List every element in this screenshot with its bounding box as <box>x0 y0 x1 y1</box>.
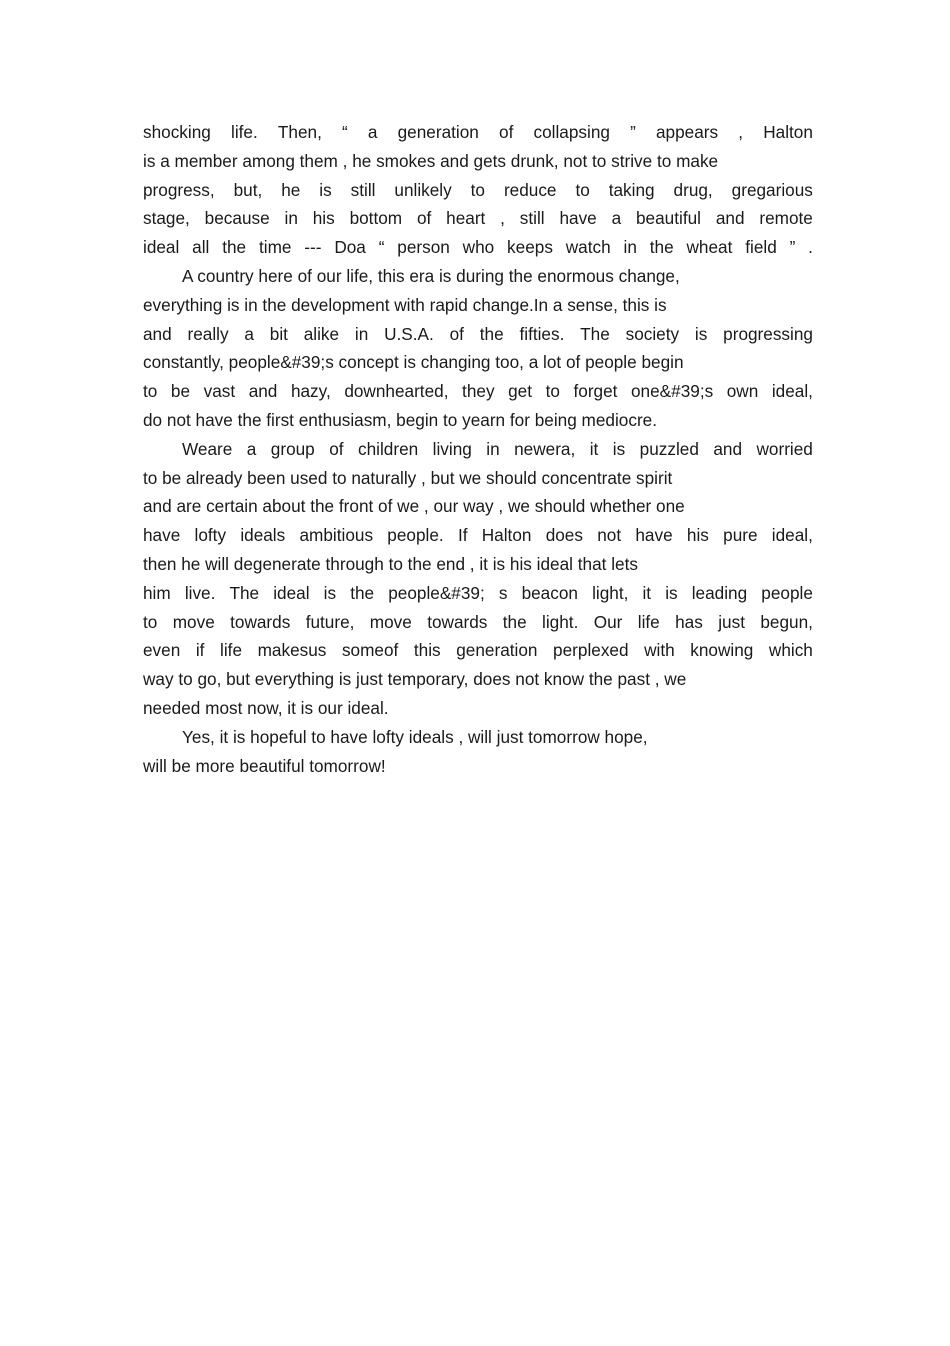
word: but, <box>233 179 263 200</box>
word: shocking <box>143 122 211 142</box>
word: U.S.A. <box>384 323 434 344</box>
word: drug, <box>673 179 713 200</box>
word: people <box>761 582 813 603</box>
word: of <box>499 122 514 142</box>
word: pure <box>723 525 758 546</box>
word: a <box>246 438 257 459</box>
word: light. <box>542 611 579 632</box>
word: progress, <box>143 179 215 200</box>
word: and <box>713 438 743 459</box>
text-line <box>143 320 813 349</box>
word: , <box>500 208 505 229</box>
word: worried <box>756 438 813 459</box>
word: is <box>665 582 678 603</box>
word: Doa <box>334 237 366 258</box>
body-text <box>143 118 813 780</box>
text-line <box>143 233 813 262</box>
word: Halton <box>481 525 532 546</box>
word: remote <box>759 208 813 229</box>
word: collapsing <box>533 122 610 142</box>
word: future, <box>305 611 355 632</box>
word: “ <box>378 237 385 258</box>
text-line: and are certain about the front of we , our way , we should whether one <box>143 496 685 517</box>
word: in <box>354 323 369 344</box>
word: his <box>312 208 335 229</box>
word: vast <box>203 381 236 402</box>
word: ideal <box>143 237 180 258</box>
text-line: to be already been used to naturally , but we should concentrate spirit <box>143 467 673 488</box>
text-line: way to go, but everything is just temporary, does not know the past , we <box>143 669 687 690</box>
word: ideals <box>240 525 286 546</box>
text-line: is a member among them , he smokes and gets drunk, not to strive to make <box>143 150 719 171</box>
word: ambitious <box>299 525 374 546</box>
word: newera, <box>514 438 576 459</box>
text-line <box>143 636 813 665</box>
word: have <box>143 525 181 546</box>
word: leading <box>691 582 748 603</box>
word: someof <box>341 640 399 661</box>
word: Halton <box>763 122 813 142</box>
text-line: do not have the first enthusiasm, begin to yearn for being mediocre. <box>143 409 658 430</box>
word: “ <box>342 122 348 142</box>
word: unlikely <box>394 179 452 200</box>
word: life <box>220 640 243 661</box>
word: to <box>143 611 158 632</box>
text-line: Yes, it is hopeful to have lofty ideals , will just tomorrow hope, <box>182 726 648 747</box>
word: The <box>580 323 610 344</box>
text-line <box>143 377 813 406</box>
text-line: A country here of our life, this era is during the enormous change, <box>182 265 680 286</box>
word: the <box>479 323 504 344</box>
word: lofty <box>194 525 227 546</box>
word: Weare <box>182 438 233 459</box>
word: of <box>449 323 464 344</box>
word: even <box>143 640 181 661</box>
word: field <box>745 237 777 258</box>
word: the <box>222 237 247 258</box>
word: a <box>611 208 622 229</box>
word: , <box>738 122 744 142</box>
text-line <box>143 204 813 233</box>
word: the <box>502 611 527 632</box>
word: is <box>694 323 708 344</box>
word: the <box>350 582 375 603</box>
word: is <box>323 582 337 603</box>
word: --- <box>304 237 322 258</box>
word: people. <box>387 525 444 546</box>
word: beacon <box>521 582 578 603</box>
word: watch <box>565 237 611 258</box>
word: ideal, <box>771 381 813 402</box>
word: move <box>172 611 215 632</box>
text-line <box>143 521 813 550</box>
word: group <box>270 438 315 459</box>
word: who <box>462 237 495 258</box>
word: to <box>545 381 560 402</box>
word: has <box>675 611 703 632</box>
word: and <box>715 208 745 229</box>
word: gregarious <box>731 179 813 200</box>
word: a <box>367 122 378 142</box>
word: have <box>559 208 597 229</box>
word: is <box>319 179 332 200</box>
word: children <box>358 438 419 459</box>
word: heart <box>446 208 486 229</box>
word: person <box>397 237 450 258</box>
word: perplexed <box>553 640 629 661</box>
word: makesus <box>257 640 327 661</box>
word: to <box>143 381 158 402</box>
word: stage, <box>143 208 190 229</box>
word: . <box>808 237 813 258</box>
word: appears <box>656 122 719 142</box>
word: The <box>229 582 260 603</box>
word: in <box>284 208 298 229</box>
word: begun, <box>760 611 813 632</box>
word: light, <box>592 582 629 603</box>
word: this <box>413 640 441 661</box>
word: generation <box>397 122 479 142</box>
word: taking <box>608 179 655 200</box>
word: Our <box>593 611 623 632</box>
text-line: will be more beautiful tomorrow! <box>143 755 386 776</box>
word: reduce <box>503 179 557 200</box>
word: ideal, <box>771 525 813 546</box>
word: puzzled <box>639 438 699 459</box>
word: of <box>329 438 344 459</box>
word: does <box>545 525 583 546</box>
word: forget <box>573 381 618 402</box>
word: the <box>649 237 674 258</box>
word: is <box>612 438 626 459</box>
word: ideal <box>273 582 310 603</box>
word: which <box>768 640 813 661</box>
word: of <box>416 208 432 229</box>
word: ” <box>789 237 796 258</box>
word: beautiful <box>636 208 701 229</box>
word: just <box>718 611 745 632</box>
word: be <box>170 381 191 402</box>
word: people&#39; <box>388 582 485 603</box>
word: time <box>258 237 292 258</box>
text-line: everything is in the development with rapid change.In a sense, this is <box>143 294 667 315</box>
word: a <box>244 323 254 344</box>
word: still <box>519 208 545 229</box>
word: bottom <box>349 208 403 229</box>
word: to <box>575 179 590 200</box>
word: alike <box>303 323 340 344</box>
word: If <box>457 525 468 546</box>
word: and <box>143 323 172 344</box>
word: one&#39;s <box>631 381 714 402</box>
word: towards <box>230 611 291 632</box>
text-line: needed most now, it is our ideal. <box>143 697 389 718</box>
text-line: constantly, people&#39;s concept is changing too, a lot of people begin <box>143 352 684 373</box>
word: ” <box>630 122 636 142</box>
word: towards <box>427 611 488 632</box>
word: it <box>589 438 599 459</box>
word: progressing <box>723 323 813 344</box>
word: living <box>432 438 472 459</box>
word: live. <box>184 582 216 603</box>
word: not <box>597 525 622 546</box>
word: it <box>642 582 652 603</box>
word: if <box>195 640 205 661</box>
word: wheat <box>686 237 733 258</box>
word: keeps <box>507 237 553 258</box>
word: him <box>143 582 171 603</box>
word: really <box>187 323 229 344</box>
word: his <box>686 525 709 546</box>
word: generation <box>456 640 538 661</box>
word: life <box>637 611 660 632</box>
word: society <box>625 323 680 344</box>
word: hazy, <box>290 381 331 402</box>
word: all <box>192 237 210 258</box>
text-line <box>143 435 813 464</box>
word: Then, <box>277 122 322 142</box>
word: s <box>498 582 508 603</box>
text-line <box>143 608 813 637</box>
word: get <box>508 381 533 402</box>
word: have <box>635 525 673 546</box>
word: life. <box>231 122 258 142</box>
word: own <box>726 381 759 402</box>
word: because <box>204 208 270 229</box>
word: downhearted, <box>344 381 449 402</box>
word: to <box>470 179 485 200</box>
word: in <box>623 237 637 258</box>
word: he <box>281 179 301 200</box>
text-line <box>143 579 813 608</box>
text-line: then he will degenerate through to the end , it is his ideal that lets <box>143 553 638 574</box>
text-line <box>143 118 813 147</box>
text-line <box>143 176 813 205</box>
word: knowing <box>690 640 754 661</box>
word: fifties. <box>519 323 565 344</box>
word: still <box>350 179 376 200</box>
word: bit <box>269 323 288 344</box>
word: they <box>462 381 495 402</box>
word: in <box>486 438 500 459</box>
word: and <box>248 381 278 402</box>
word: move <box>369 611 412 632</box>
word: with <box>644 640 675 661</box>
